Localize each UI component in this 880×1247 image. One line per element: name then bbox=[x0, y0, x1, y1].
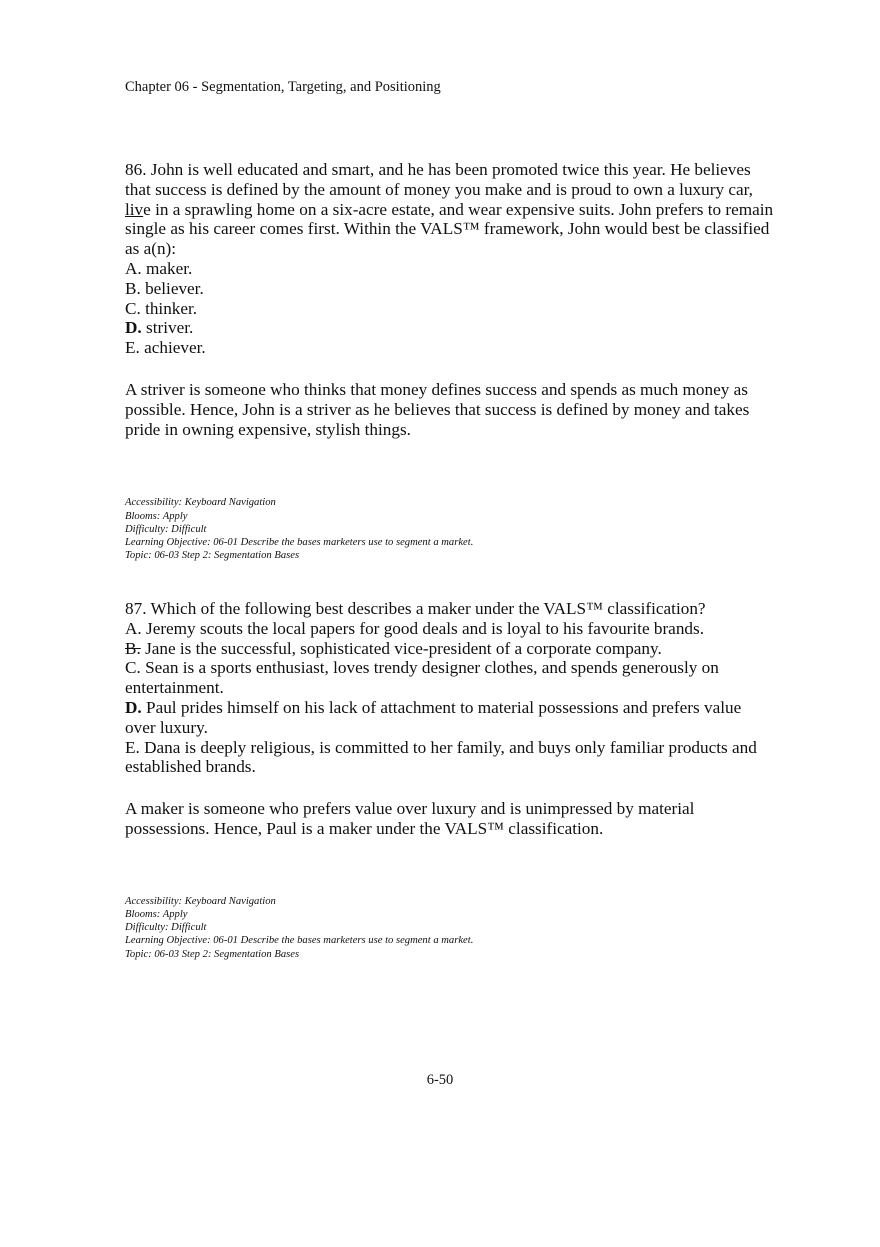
meta-learning-objective: Learning Objective: 06-01 Describe the bases marketers use to segment a market. bbox=[125, 935, 474, 947]
option-d-continued: over luxury. bbox=[125, 717, 208, 737]
option-letter: C. bbox=[125, 298, 141, 318]
question-stem bbox=[125, 599, 790, 619]
stem-line: as a(n): bbox=[125, 239, 177, 259]
meta-blooms: Blooms: Apply bbox=[125, 510, 188, 522]
option-text: striver. bbox=[141, 318, 194, 338]
stem-line: single as his career comes first. Within the VALS™ framework, John would best be classified bbox=[125, 219, 770, 239]
option-letter: C. bbox=[125, 658, 141, 678]
option-a bbox=[125, 259, 790, 279]
stem-line: that success is defined by the amount of money you make and is proud to own a luxury car, bbox=[125, 179, 753, 199]
meta-blooms: Blooms: Apply bbox=[125, 908, 188, 920]
page-number: 6-50 bbox=[426, 1072, 454, 1088]
option-text: thinker. bbox=[140, 298, 198, 318]
option-text: achiever. bbox=[139, 338, 206, 358]
option-letter: E. bbox=[125, 737, 140, 757]
answer-explanation bbox=[125, 799, 790, 839]
option-text: maker. bbox=[141, 258, 193, 278]
option-c-continued: entertainment. bbox=[125, 678, 224, 698]
explanation-line: possible. Hence, John is a striver as he believes that success is defined by money and takes bbox=[125, 399, 750, 419]
question-86 bbox=[125, 160, 790, 562]
meta-accessibility: Accessibility: Keyboard Navigation bbox=[125, 895, 276, 907]
chapter-header: Chapter 06 - Segmentation, Targeting, and Positioning bbox=[125, 79, 441, 95]
option-text: Sean is a sports enthusiast, loves trendy designer clothes, and spends generously on bbox=[145, 658, 719, 678]
option-a bbox=[125, 619, 790, 639]
meta-difficulty: Difficulty: Difficult bbox=[125, 523, 207, 535]
question-metadata bbox=[125, 496, 790, 562]
option-text: Dana is deeply religious, is committed to her family, and buys only familiar products and bbox=[144, 737, 757, 757]
option-letter: A. bbox=[125, 258, 142, 278]
stem-line: 86. John is well educated and smart, and he has been promoted twice this year. He believes bbox=[125, 160, 751, 179]
stem-line-text: e in a sprawling home on a six-acre estate, and wear expensive suits. John prefers to remain bbox=[143, 199, 774, 219]
explanation-line: A striver is someone who thinks that money defines success and spends as much money as bbox=[125, 379, 748, 399]
option-text: Paul prides himself on his lack of attachment to material possessions and prefers value bbox=[146, 697, 742, 717]
meta-topic: Topic: 06-03 Step 2: Segmentation Bases bbox=[125, 550, 300, 562]
option-letter: B. bbox=[125, 278, 141, 298]
stem-line bbox=[125, 200, 790, 220]
option-text: Jeremy scouts the local papers for good deals and is loyal to his favourite brands. bbox=[146, 618, 704, 638]
option-e-continued: established brands. bbox=[125, 757, 256, 777]
stem-line: 87. Which of the following best describes a maker under the VALS™ classification? bbox=[125, 599, 706, 618]
option-c bbox=[125, 658, 790, 678]
meta-accessibility: Accessibility: Keyboard Navigation bbox=[125, 497, 276, 509]
option-letter-struck: B. bbox=[125, 638, 141, 658]
explanation-line: A maker is someone who prefers value over luxury and is unimpressed by material bbox=[125, 799, 695, 819]
option-letter: E. bbox=[125, 338, 140, 358]
answer-explanation bbox=[125, 380, 790, 439]
question-metadata bbox=[125, 895, 790, 961]
underlined-fragment: liv bbox=[125, 199, 144, 219]
explanation-line: pride in owning expensive, stylish things. bbox=[125, 419, 411, 439]
option-b bbox=[125, 639, 790, 659]
option-d-correct bbox=[125, 318, 790, 338]
meta-topic: Topic: 06-03 Step 2: Segmentation Bases bbox=[125, 948, 300, 960]
option-e bbox=[125, 338, 790, 358]
option-text: Jane is the successful, sophisticated vice-president of a corporate company. bbox=[145, 638, 662, 658]
option-text: believer. bbox=[140, 278, 204, 298]
option-letter: A. bbox=[125, 618, 142, 638]
explanation-line: possessions. Hence, Paul is a maker under the VALS™ classification. bbox=[125, 818, 604, 838]
question-stem bbox=[125, 160, 790, 259]
meta-learning-objective: Learning Objective: 06-01 Describe the bases marketers use to segment a market. bbox=[125, 536, 474, 548]
question-87 bbox=[125, 599, 790, 961]
option-e bbox=[125, 738, 790, 758]
option-b bbox=[125, 279, 790, 299]
option-letter-correct: D. bbox=[125, 697, 142, 717]
option-letter-correct: D. bbox=[125, 318, 142, 338]
option-c bbox=[125, 299, 790, 319]
option-d-correct bbox=[125, 698, 790, 718]
meta-difficulty: Difficulty: Difficult bbox=[125, 922, 207, 934]
